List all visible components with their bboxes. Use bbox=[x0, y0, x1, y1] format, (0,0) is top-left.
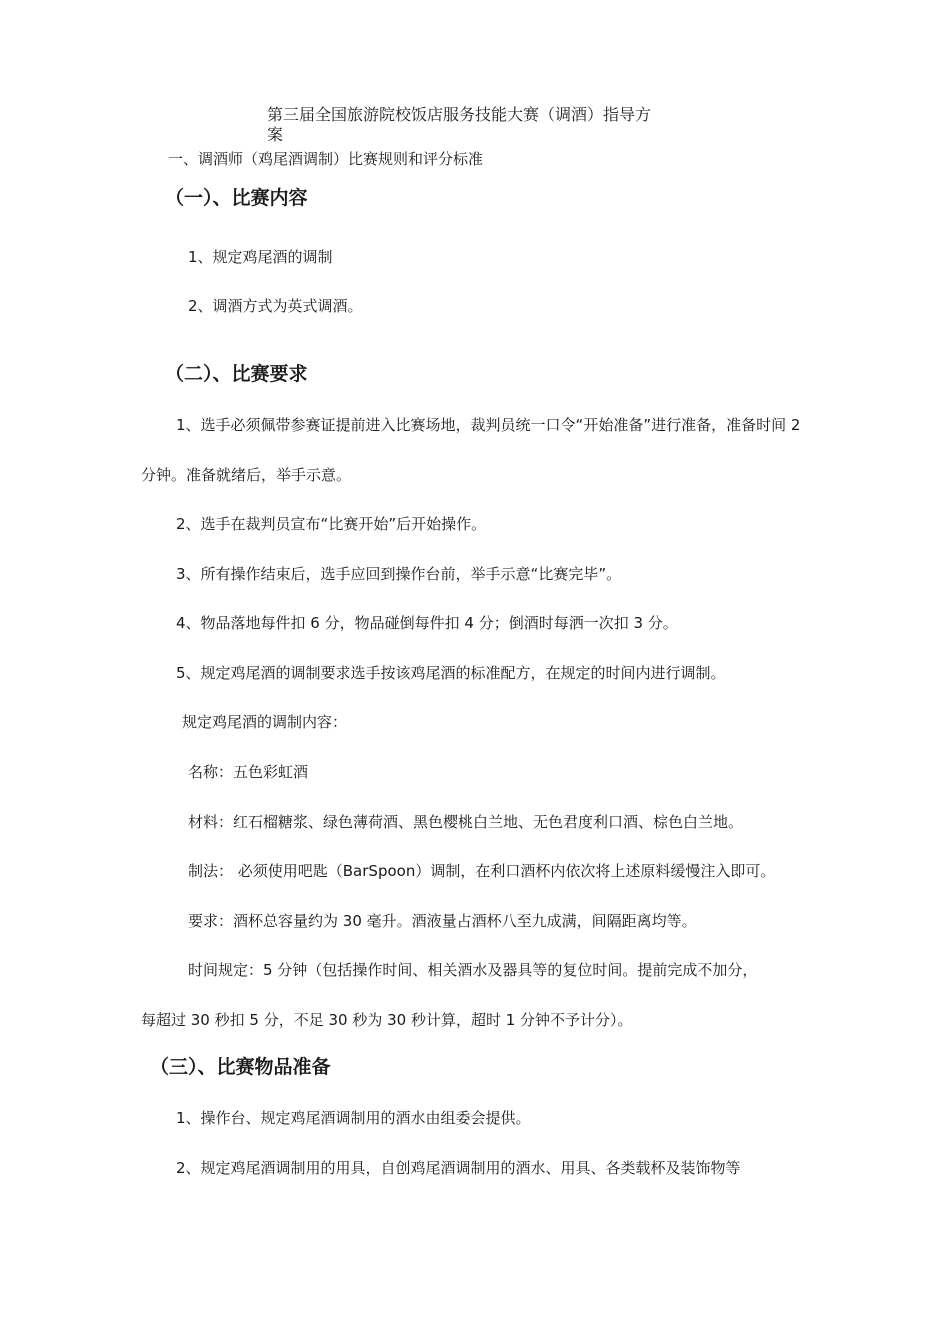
document-title-line-2: 案 bbox=[267, 125, 284, 144]
requirement-item-3: 3、所有操作结束后，选手应回到操作台前，举手示意“比赛完毕”。 bbox=[176, 565, 622, 583]
time-rule-line-2: 每超过 30 秒扣 5 分，不足 30 秒为 30 秒计算，超时 1 分钟不予计分）。 bbox=[141, 1011, 633, 1029]
materials-item-1: 1、操作台、规定鸡尾酒调制用的酒水由组委会提供。 bbox=[176, 1109, 531, 1127]
cocktail-requirement: 要求：酒杯总容量约为 30 毫升。酒液量占酒杯八至九成满，间隔距离均等。 bbox=[188, 912, 697, 930]
content-item-1: 1、规定鸡尾酒的调制 bbox=[188, 248, 333, 266]
time-rule-line-1: 时间规定：5 分钟（包括操作时间、相关酒水及器具等的复位时间。提前完成不加分， bbox=[188, 961, 758, 979]
cocktail-content-heading: 规定鸡尾酒的调制内容： bbox=[182, 713, 348, 731]
content-item-2: 2、调酒方式为英式调酒。 bbox=[188, 297, 363, 315]
requirement-item-5: 5、规定鸡尾酒的调制要求选手按该鸡尾酒的标准配方，在规定的时间内进行调制。 bbox=[176, 664, 726, 682]
cocktail-name: 名称：五色彩虹酒 bbox=[188, 763, 309, 781]
section-heading-rules: 一、调酒师（鸡尾酒调制）比赛规则和评分标准 bbox=[168, 150, 484, 168]
requirement-item-1-line-2: 分钟。准备就绪后，举手示意。 bbox=[141, 466, 352, 484]
materials-item-2: 2、规定鸡尾酒调制用的用具，自创鸡尾酒调制用的酒水、用具、各类载杯及装饰物等 bbox=[176, 1159, 741, 1177]
requirement-item-4: 4、物品落地每件扣 6 分，物品碰倒每件扣 4 分；倒酒时每洒一次扣 3 分。 bbox=[176, 614, 678, 632]
subsection-heading-requirements: （二）、比赛要求 bbox=[165, 363, 308, 385]
requirement-item-2: 2、选手在裁判员宣布“比赛开始”后开始操作。 bbox=[176, 515, 487, 533]
cocktail-materials: 材料：红石榴糖浆、绿色薄荷酒、黑色樱桃白兰地、无色君度利口酒、棕色白兰地。 bbox=[188, 813, 744, 831]
cocktail-method: 制法： 必须使用吧匙（BarSpoon）调制，在利口酒杯内依次将上述原料缓慢注入即可。 bbox=[188, 862, 776, 880]
document-title-line-1: 第三届全国旅游院校饭店服务技能大赛（调酒）指导方 bbox=[267, 105, 652, 124]
requirement-item-1-line-1: 1、选手必须佩带参赛证提前进入比赛场地，裁判员统一口令“开始准备”进行准备，准备时间 2 bbox=[176, 416, 801, 434]
subsection-heading-materials: （三）、比赛物品准备 bbox=[150, 1056, 331, 1078]
subsection-heading-content: （一）、比赛内容 bbox=[165, 187, 308, 209]
